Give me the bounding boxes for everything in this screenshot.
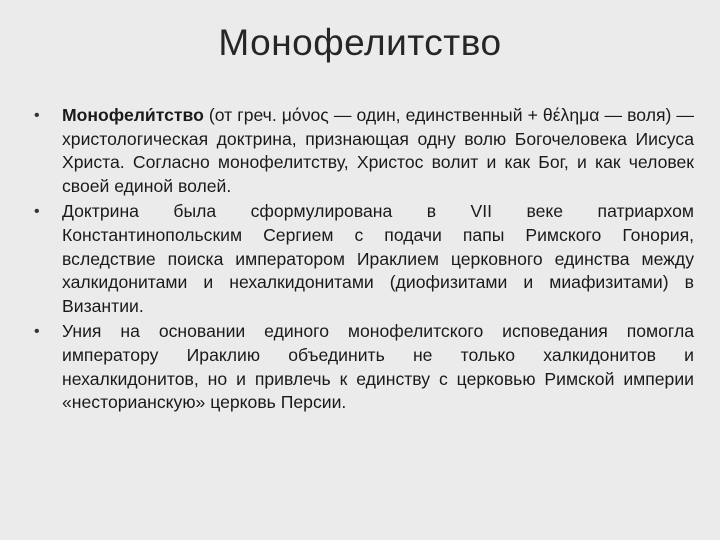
bullet-item <box>34 320 694 414</box>
bullet-item <box>34 200 694 318</box>
bullet-text: Доктрина была сформулирована в VII веке патриархом Константинопольским Сергием с подачи папы Римского Гонория, вследствие поиска императором Ираклием церковного единства между халкидонитами и нехалкидонитами (диофизитами и миафизитами) в Византии. <box>62 201 694 316</box>
bullet-list <box>34 104 694 417</box>
bullet-term: Монофели́тство <box>62 105 204 125</box>
bullet-icon: • <box>34 107 40 124</box>
bullet-text: Уния на основании единого монофелитского исповедания помогла императору Ираклию объединить не только халкидонитов и нехалкидонитов, но и привлечь к единству с церковью Римской империи «несторианскую» церковь Персии. <box>62 321 694 413</box>
bullet-text: (от греч. μόνος — один, единственный + θέλημα — воля) — христологическая доктрина, признающая одну волю Богочеловека Иисуса Христа. Согласно монофелитству, Христос волит и как Бог, и как человек своей единой волей. <box>62 105 694 196</box>
bullet-icon: • <box>34 323 40 341</box>
bullet-item <box>34 104 694 198</box>
slide-title: Монофелитство <box>218 22 502 63</box>
bullet-icon: • <box>34 203 40 221</box>
